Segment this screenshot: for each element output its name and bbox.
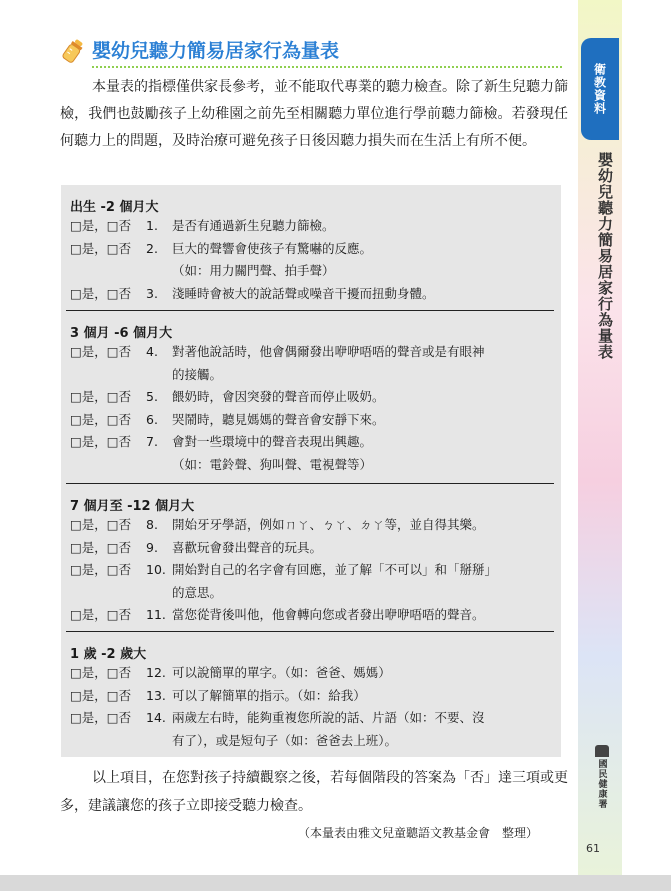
item-text: 的接觸。 <box>172 366 223 382</box>
conclusion-paragraph: 以上項目，在您對孩子持續觀察之後，若每個階段的答案為「否」達三項或更多，建議讓您的孩子立即接受聽力檢查。 <box>60 770 568 814</box>
item-number: 12. <box>146 665 166 680</box>
brand-icon <box>595 745 609 757</box>
checklist-item <box>70 238 558 260</box>
yes-no-checkboxes[interactable]: □是，□否 <box>70 389 132 404</box>
section-heading: 出生 -2 個月大 <box>70 200 159 215</box>
item-number: 7. <box>146 434 158 449</box>
item-number: 13. <box>146 687 166 703</box>
section-divider <box>66 310 554 311</box>
section-heading: 1 歲 -2 歲大 <box>70 647 147 662</box>
yes-no-checkboxes[interactable]: □是，□否 <box>70 665 132 680</box>
yes-no-checkboxes[interactable]: □是，□否 <box>70 710 132 725</box>
section-tab-label: 衛教資料 <box>592 63 607 115</box>
item-text: 是否有通過新生兒聽力篩檢。 <box>172 218 335 233</box>
item-number: 4. <box>146 344 158 359</box>
yes-no-checkboxes[interactable]: □是，□否 <box>70 218 132 233</box>
checklist-item <box>70 386 558 408</box>
page-number: 61 <box>586 842 600 855</box>
checklist-item <box>70 685 558 707</box>
yes-no-checkboxes[interactable]: □是，□否 <box>70 607 132 622</box>
item-text: 會對一些環境中的聲音表現出興趣。 <box>172 434 373 449</box>
item-text: 可以了解簡單的指示。（如：給我） <box>172 687 366 703</box>
section-divider <box>66 483 554 484</box>
credit-line: （本量表由雅文兒童聽語文教基金會 整理） <box>298 826 539 840</box>
yes-no-checkboxes[interactable]: □是，□否 <box>70 285 132 301</box>
checklist-item <box>70 283 558 305</box>
item-text: 的意思。 <box>172 584 223 600</box>
item-number: 11. <box>146 607 166 622</box>
intro-paragraph: 本量表的指標僅供家長參考，並不能取代專業的聽力檢查。除了新生兒聽力篩檢，我們也鼓勵孩子上幼稚園之前先至相關聽力單位進行學前聽力篩檢。若發現任何聽力上的問題，及時治療可避免孩子日後因聽力損失而在生活上有所不便。 <box>60 79 568 149</box>
item-text: 開始牙牙學語，例如ㄇㄚ、ㄅㄚ、ㄉㄚ等，並自得其樂。 <box>172 517 485 532</box>
item-number: 14. <box>146 710 166 725</box>
page-title: 嬰幼兒聽力簡易居家行為量表 <box>92 40 340 62</box>
checklist-item <box>70 537 558 559</box>
brand-text: 國民健康署 <box>596 759 607 809</box>
yes-no-checkboxes[interactable]: □是，□否 <box>70 344 132 359</box>
item-text: （如：用力關門聲、拍手聲） <box>172 263 335 278</box>
item-number: 9. <box>146 539 158 555</box>
baby-bottle-icon <box>62 38 84 64</box>
item-text: 哭鬧時，聽見媽媽的聲音會安靜下來。 <box>172 411 385 427</box>
item-text: 當您從背後叫他，他會轉向您或者發出咿咿唔唔的聲音。 <box>172 607 485 622</box>
item-number: 8. <box>146 517 158 532</box>
yes-no-checkboxes[interactable]: □是，□否 <box>70 539 132 555</box>
title-underline <box>92 66 562 68</box>
checklist-item <box>70 341 558 363</box>
item-number: 2. <box>146 240 158 256</box>
item-text: 兩歲左右時，能夠重複您所說的話、片語（如：不要、沒 <box>172 710 485 725</box>
item-number: 5. <box>146 389 158 404</box>
item-number: 1. <box>146 218 158 233</box>
item-number: 6. <box>146 411 158 427</box>
item-text: 淺睡時會被大的說話聲或噪音干擾而扭動身體。 <box>172 285 435 301</box>
item-number: 10. <box>146 562 166 577</box>
checklist-item <box>70 431 558 453</box>
checklist-item <box>70 707 558 729</box>
checklist-item <box>70 215 558 237</box>
checklist-item <box>70 559 558 581</box>
checklist-item-continuation <box>70 260 558 282</box>
section-tab <box>581 38 619 140</box>
checklist-item <box>70 662 558 684</box>
checklist-item-continuation <box>70 582 558 604</box>
item-text: 可以說簡單的單字。（如：爸爸、媽媽） <box>172 665 391 680</box>
item-text: 巨大的聲響會使孩子有驚嚇的反應。 <box>172 240 373 256</box>
yes-no-checkboxes[interactable]: □是，□否 <box>70 517 132 532</box>
yes-no-checkboxes[interactable]: □是，□否 <box>70 687 132 703</box>
item-text: （如：電鈴聲、狗叫聲、電視聲等） <box>172 456 373 472</box>
item-text: 有了），或是短句子（如：爸爸去上班）。 <box>172 732 398 748</box>
item-text: 對著他說話時，他會偶爾發出咿咿唔唔的聲音或是有眼神 <box>172 344 485 359</box>
item-text: 餵奶時，會因突發的聲音而停止吸奶。 <box>172 389 385 404</box>
checklist-item-continuation <box>70 454 558 476</box>
checklist-item-continuation <box>70 730 558 752</box>
yes-no-checkboxes[interactable]: □是，□否 <box>70 562 132 577</box>
yes-no-checkboxes[interactable]: □是，□否 <box>70 240 132 256</box>
item-number: 3. <box>146 285 158 301</box>
checklist-item <box>70 604 558 626</box>
section-divider <box>66 631 554 632</box>
section-heading: 7 個月至 -12 個月大 <box>70 499 195 514</box>
checklist-item-continuation <box>70 364 558 386</box>
item-text: 喜歡玩會發出聲音的玩具。 <box>172 539 323 555</box>
yes-no-checkboxes[interactable]: □是，□否 <box>70 434 132 449</box>
bottom-band <box>0 875 671 891</box>
brand-mark <box>586 745 618 835</box>
yes-no-checkboxes[interactable]: □是，□否 <box>70 411 132 427</box>
vertical-title: 嬰幼兒聽力簡易居家行為量表 <box>596 152 614 360</box>
item-text: 開始對自己的名字會有回應，並了解「不可以」和「掰掰」 <box>172 562 498 577</box>
section-heading: 3 個月 -6 個月大 <box>70 326 173 341</box>
checklist-item <box>70 409 558 431</box>
checklist-item <box>70 514 558 536</box>
